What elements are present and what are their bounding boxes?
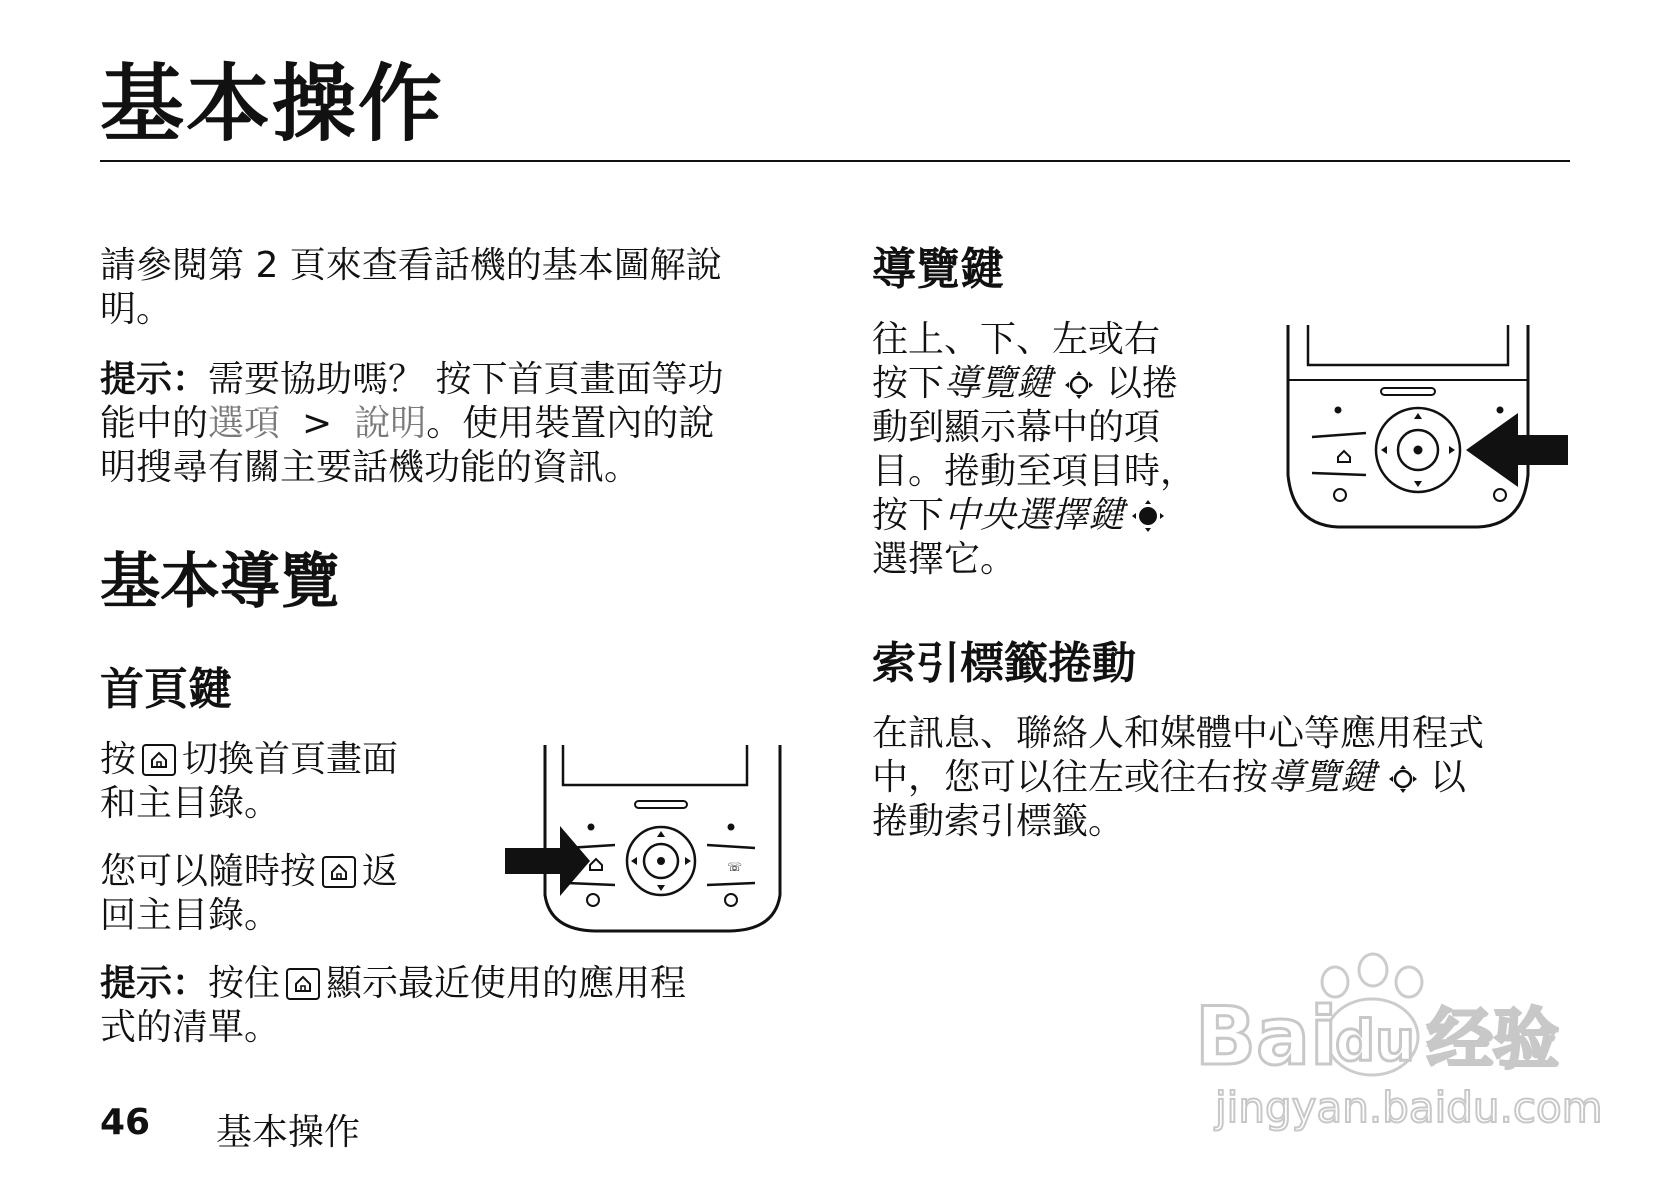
menu-help-text: 說明 [354, 403, 427, 444]
home-key-paragraph-2: 您可以隨時按 返 回主目錄。 [100, 851, 399, 936]
intro-paragraph: 請參閱第 2 頁來查看話機的基本圖解說 明。 [100, 245, 722, 330]
heading-tab-scroll: 索引標籤捲動 [872, 638, 1136, 689]
page-number: 46 [100, 1102, 151, 1143]
home-key-tip-paragraph: 提示：按住 顯示最近使用的應用程 式的清單。 [100, 963, 687, 1048]
section-heading-basic-nav: 基本導覽 [100, 547, 340, 617]
baidu-watermark-logo [1195, 952, 1605, 1142]
pointer-arrow-icon [505, 826, 590, 896]
nav-key-term: 導覽鍵 [944, 363, 1053, 404]
svg-text:☏: ☏ [727, 860, 743, 874]
heading-home-key: 首頁鍵 [100, 664, 232, 715]
center-select-key-term: 中央選擇鍵 [944, 495, 1125, 536]
nav-key-paragraph: 往上、下、左或右 按下導覽鍵 以捲 動到顯示幕中的項 目。捲動至項目時， 按下中央選擇鍵 選擇它。 [872, 319, 1197, 580]
home-key-icon [322, 856, 356, 888]
home-key-icon [142, 744, 176, 776]
menu-options-text: 選項 [208, 403, 281, 444]
title-divider [100, 160, 1570, 162]
tab-scroll-paragraph: 在訊息、聯絡人和媒體中心等應用程式 中，您可以往左或往右按導覽鍵 以 捲動索引標籤。 [872, 713, 1485, 842]
navigation-key-icon [1380, 763, 1426, 795]
phone-illustration-nav-key [1278, 325, 1568, 535]
tip-label: 提示： [100, 359, 209, 400]
heading-nav-key: 導覽鍵 [872, 244, 1004, 295]
page-title: 基本操作 [100, 55, 445, 153]
menu-arrow: > [302, 403, 333, 444]
phone-illustration-home-key [505, 745, 790, 935]
watermark-brand-c: 经验 [1427, 1001, 1559, 1078]
watermark-brand-a: Bai [1195, 990, 1338, 1083]
tip-help-paragraph: 提示：需要協助嗎？ 按下首頁畫面等功 能中的選項 > 說明。使用裝置內的說 明搜尋有關主要話機功能的資訊。 [100, 359, 724, 488]
footer-section-title: 基本操作 [216, 1112, 361, 1153]
pointer-arrow-icon [1466, 413, 1568, 487]
navigation-key-icon [1056, 369, 1102, 401]
home-key-icon [286, 968, 320, 1000]
center-select-key-icon [1128, 499, 1168, 533]
watermark-brand-b: du [1335, 1009, 1415, 1074]
watermark-url: jingyan.baidu.com [1215, 1083, 1603, 1132]
home-key-paragraph-1: 按 切換首頁畫面 和主目錄。 [100, 739, 399, 824]
nav-key-term: 導覽鍵 [1268, 757, 1377, 798]
